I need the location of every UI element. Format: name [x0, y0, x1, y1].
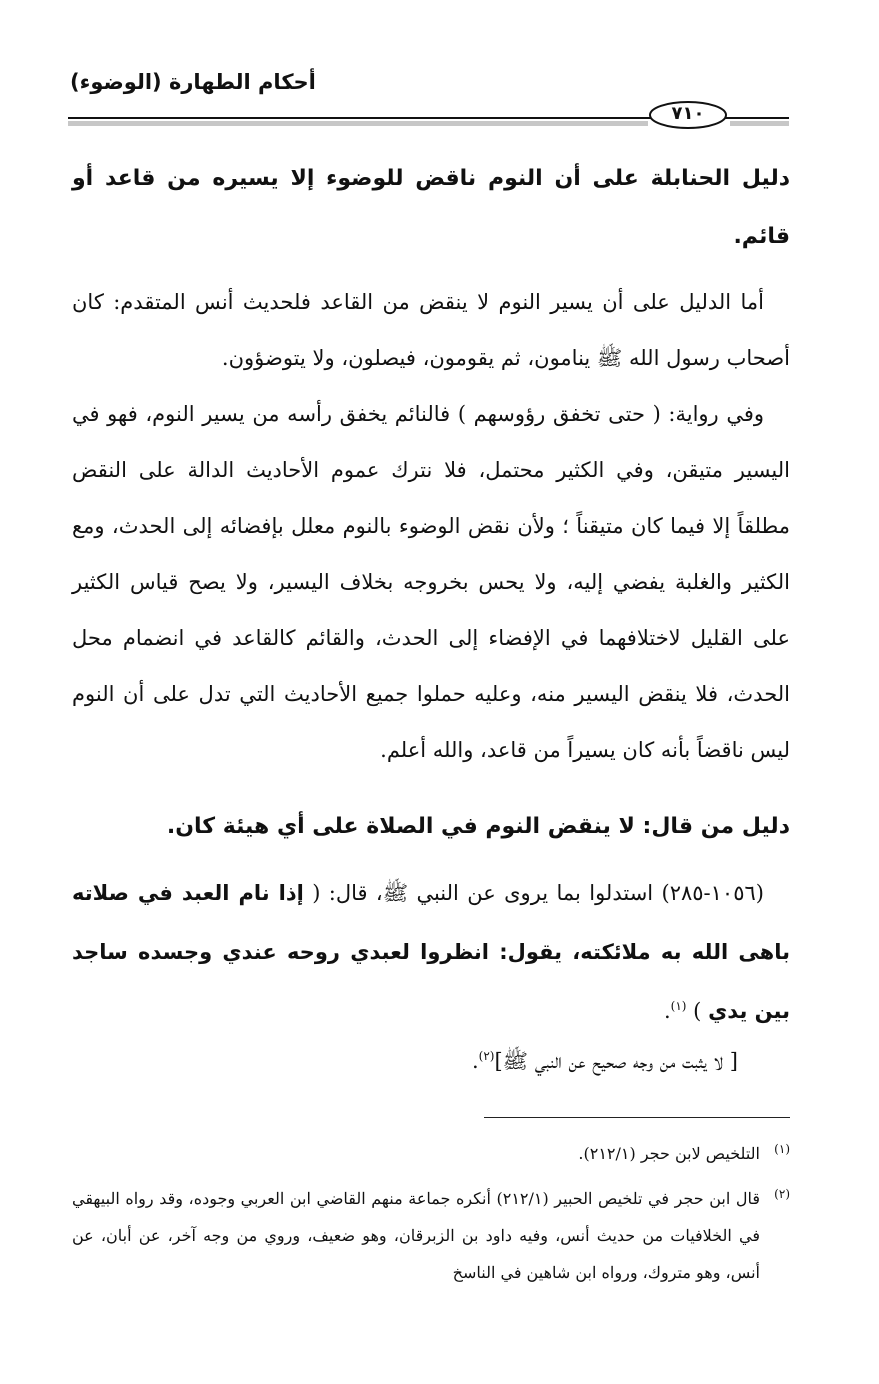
hadith-close: ) [693, 999, 702, 1023]
hadith-intro: استدلوا بما يروى عن النبي ﷺ، قال: ( [312, 881, 654, 905]
footnotes [72, 1135, 790, 1291]
section-heading-prayer-sleep: دليل من قال: لا ينقض النوم في الصلاة على أي هيئة كان. [166, 814, 790, 839]
footnote-ref-1: (١) [670, 999, 687, 1013]
hadith-paragraph: (١٠٥٦-٢٨٥) استدلوا بما يروى عن النبي ﷺ، قال: ( إذا نام العبد في صلاته باهى الله به ملائكته، يقول: انظروا لعبدي روحه عندي وجسده ساجد بين يدي ) $^{(١)}$. [72, 881, 790, 1023]
footnote-number: (١) [774, 1142, 790, 1156]
hadith-judgement: [ لا يثبت من وجه صحيح عن النبي ﷺ]$^{(٢)}$. [471, 1049, 738, 1073]
running-header-title: أحكام الطهارة (الوضوء) [70, 70, 316, 94]
footnote-number: (٢) [774, 1187, 790, 1201]
footnote-text: التلخيص لابن حجر (٢١٢/١). [578, 1144, 760, 1163]
section-heading-hanbali: دليل الحنابلة على أن النوم ناقض للوضوء إلا يسيره من قاعد أو قائم. [72, 166, 790, 249]
judgement-text: [ لا يثبت من وجه صحيح عن النبي ﷺ] [494, 1049, 738, 1073]
paragraph-argument: وفي رواية: ( حتى تخفق رؤوسهم ) فالنائم يخفق رأسه من يسير النوم، فهو في اليسير متيقن، وفي الكثير محتمل، فلا نترك عموم الأحاديث الدالة على النقض مطلقاً إلا فيما كان متيقناً ؛ ولأن نقض الوضوء بالنوم معلل بإفضائه إلى الحدث، ومع الكثير والغلبة يفضي إليه، ولا يحس بخروجه بخلاف اليسير، ولا يصح قياس الكثير على القليل لاختلافهما في الإفضاء إلى الحدث، والقائم كالقاعد في انضمام محل الحدث، فلا ينقض اليسير منه، وعليه حملوا جميع الأحاديث التي تدل على أن النوم ليس ناقضاً بأنه كان يسيراً من قاعد، والله أعلم. [72, 402, 790, 762]
hadith-reference-number: (١٠٥٦-٢٨٥) [661, 881, 764, 905]
paragraph-anas-hadith: أما الدليل على أن يسير النوم لا ينقض من القاعد فلحديث أنس المتقدم: كان أصحاب رسول الله ﷺ ينامون، ثم يقومون، فيصلون، ولا يتوضؤون. [72, 290, 790, 370]
footnote-2 [72, 1180, 790, 1291]
page-number: ٧١٠ [671, 103, 705, 124]
hadith-text: إذا نام العبد في صلاته باهى الله به ملائكته، يقول: انظروا لعبدي روحه عندي وجسده ساجد بين يدي [72, 881, 790, 1023]
footnote-separator [484, 1117, 790, 1118]
footnote-ref-2: (٢) [478, 1049, 495, 1063]
footnote-1 [72, 1135, 790, 1172]
main-content [72, 150, 790, 1081]
footnote-text: قال ابن حجر في تلخيص الحبير (٢١٢/١) أنكره جماعة منهم القاضي ابن العربي وجوده، وقد رواه البيهقي في الخلافيات من حديث أنس، وفيه داود بن الزبرقان، وهو ضعيف، وروي من وجه آخر، عن أبان، عن أنس، وهو متروك، ورواه ابن شاهين في الناسخ [72, 1189, 760, 1282]
